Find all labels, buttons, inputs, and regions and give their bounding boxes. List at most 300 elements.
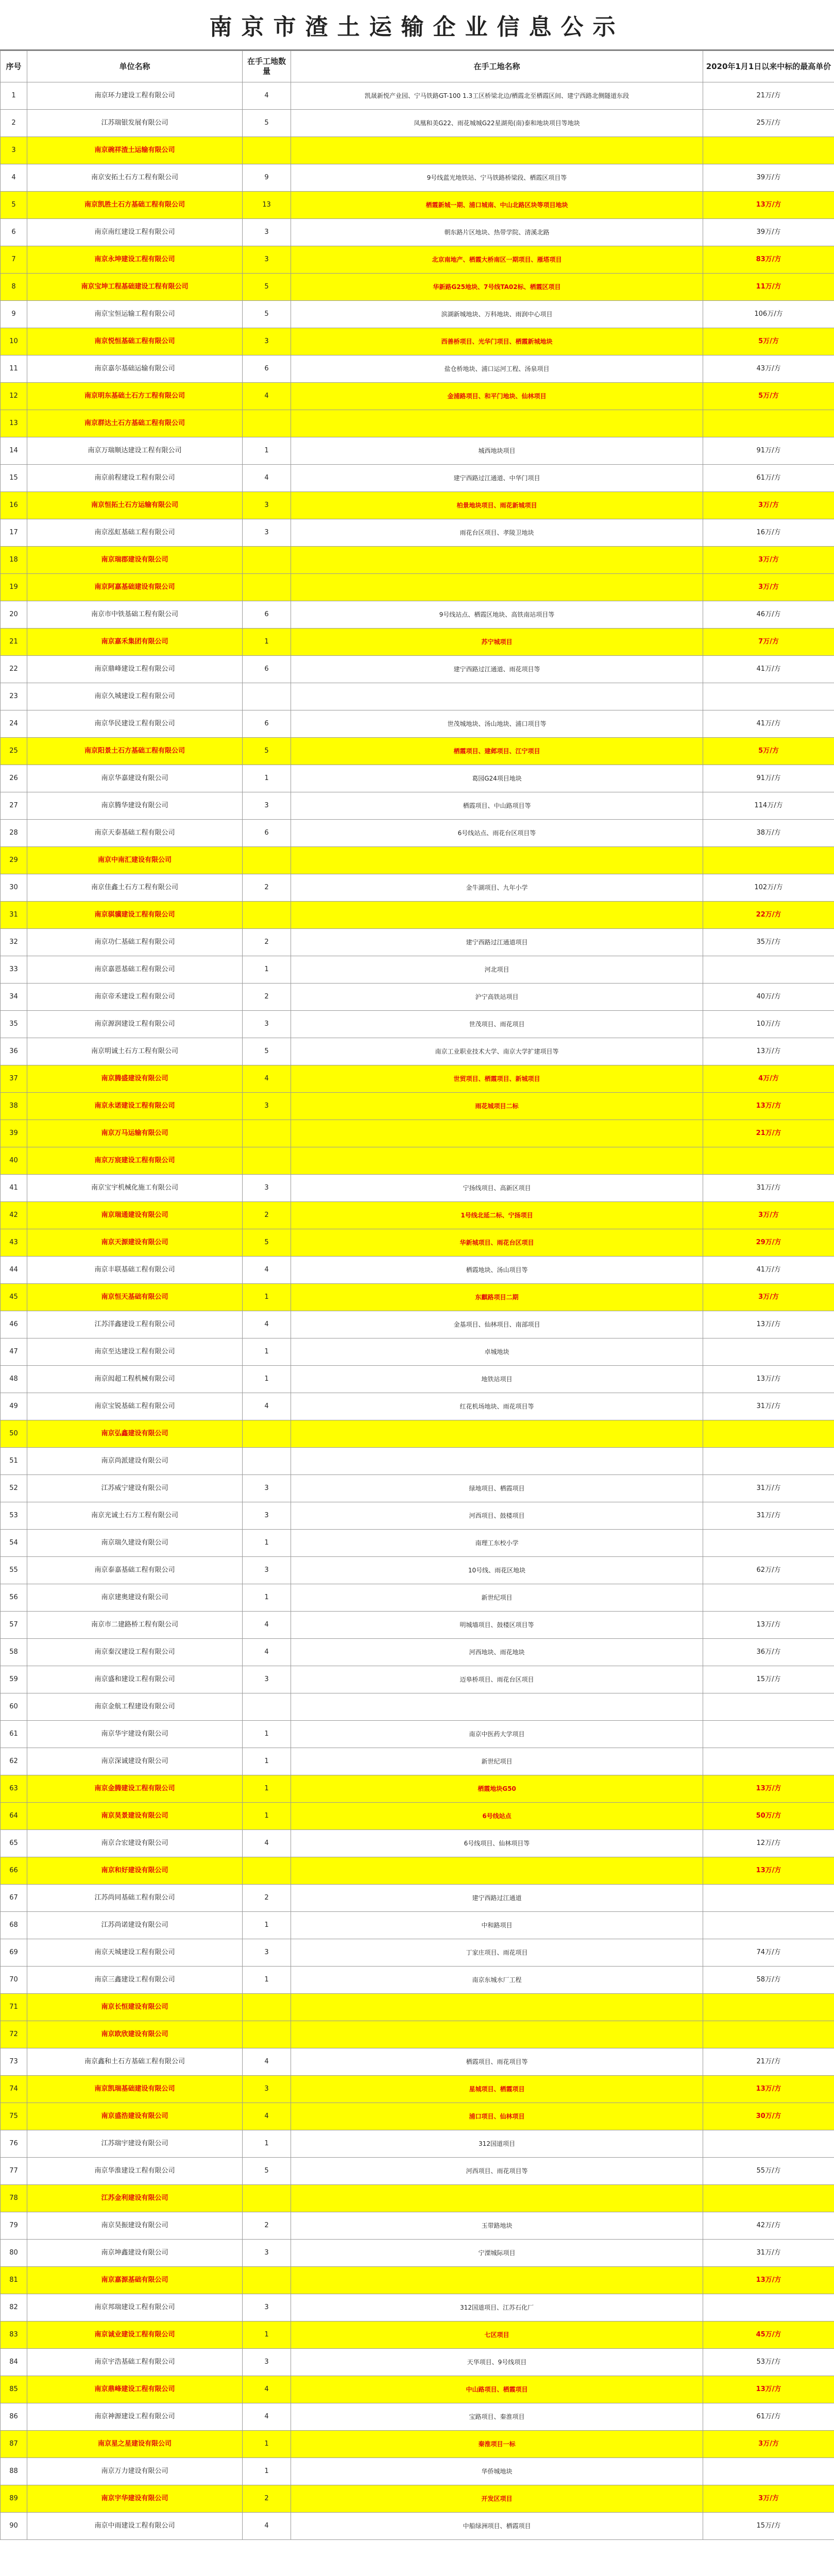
cell-top-price (703, 2021, 834, 2048)
header-site-count: 在手工地数量 (243, 51, 291, 82)
cell-company: 南京宇华建设有限公司 (27, 2485, 243, 2513)
cell-site-names: 金牛湖项目、九年小学 (291, 874, 703, 902)
table-row (1, 1857, 834, 1885)
cell-site-count: 1 (243, 1530, 291, 1557)
cell-site-names: 南京中医药大学项目 (291, 1721, 703, 1748)
cell-index: 52 (1, 1475, 27, 1502)
cell-company: 南京合宏建设有限公司 (27, 1830, 243, 1857)
cell-top-price: 10万/方 (703, 1011, 834, 1038)
cell-top-price: 13万/方 (703, 1366, 834, 1393)
cell-top-price (703, 1420, 834, 1448)
cell-index: 34 (1, 984, 27, 1011)
table-row (1, 355, 834, 383)
page-title: 南京市渣土运输企业信息公示 (209, 14, 625, 40)
cell-company: 南京三鑫建设工程有限公司 (27, 1967, 243, 1994)
cell-site-names: 红花机场地块、雨花项目等 (291, 1393, 703, 1420)
cell-site-count: 2 (243, 1202, 291, 1229)
cell-company: 南京秦汉建设工程有限公司 (27, 1639, 243, 1666)
cell-company: 南京明东基础土石方工程有限公司 (27, 383, 243, 410)
cell-site-count: 3 (243, 246, 291, 274)
cell-company: 南京骐骥建设工程有限公司 (27, 902, 243, 929)
cell-index: 79 (1, 2212, 27, 2240)
cell-site-names: 新世纪项目 (291, 1584, 703, 1612)
cell-site-names: 开发区项目 (291, 2485, 703, 2513)
cell-index: 83 (1, 2321, 27, 2349)
table-row (1, 902, 834, 929)
table-row (1, 956, 834, 984)
cell-top-price (703, 1721, 834, 1748)
table-row (1, 1693, 834, 1721)
cell-site-names: 6号线站点、雨花台区项目等 (291, 820, 703, 847)
cell-site-count: 3 (243, 1093, 291, 1120)
cell-top-price: 50万/方 (703, 1803, 834, 1830)
cell-index: 57 (1, 1612, 27, 1639)
cell-company: 南京鼎峰建设工程有限公司 (27, 656, 243, 683)
cell-site-names: 6号线项目、仙林项目等 (291, 1830, 703, 1857)
cell-top-price: 15万/方 (703, 2513, 834, 2540)
cell-index: 47 (1, 1338, 27, 1366)
cell-index: 8 (1, 274, 27, 301)
table-row (1, 1939, 834, 1967)
cell-site-names (291, 547, 703, 574)
cell-index: 5 (1, 192, 27, 219)
table-row (1, 2076, 834, 2103)
cell-top-price: 3万/方 (703, 1202, 834, 1229)
table-row (1, 1557, 834, 1584)
cell-index: 55 (1, 1557, 27, 1584)
cell-site-names: 河西地块、雨花地块 (291, 1639, 703, 1666)
cell-top-price: 43万/方 (703, 355, 834, 383)
table-row (1, 2240, 834, 2267)
cell-company: 南京华民建设工程有限公司 (27, 710, 243, 738)
cell-site-count: 1 (243, 2321, 291, 2349)
cell-company: 南京阿嘉基础建设有限公司 (27, 574, 243, 601)
cell-top-price: 106万/方 (703, 301, 834, 328)
cell-top-price: 5万/方 (703, 328, 834, 355)
table-row (1, 792, 834, 820)
cell-site-count: 1 (243, 2431, 291, 2458)
cell-site-names: 宁溧城际项目 (291, 2240, 703, 2267)
table-row (1, 1721, 834, 1748)
table-row (1, 1175, 834, 1202)
cell-site-count: 1 (243, 1366, 291, 1393)
cell-company: 南京中南汇建设有限公司 (27, 847, 243, 874)
cell-company: 南京宝坤工程基础建设工程有限公司 (27, 274, 243, 301)
cell-index: 54 (1, 1530, 27, 1557)
cell-site-names: 明城墙项目、鼓楼区项目等 (291, 1612, 703, 1639)
cell-site-count: 2 (243, 874, 291, 902)
company-table (0, 50, 834, 2540)
cell-top-price: 25万/方 (703, 110, 834, 137)
cell-site-count (243, 410, 291, 437)
cell-top-price (703, 1338, 834, 1366)
table-row (1, 1284, 834, 1311)
cell-top-price: 39万/方 (703, 219, 834, 246)
table-row (1, 164, 834, 192)
cell-top-price: 13万/方 (703, 1857, 834, 1885)
cell-top-price: 31万/方 (703, 1393, 834, 1420)
cell-site-count (243, 547, 291, 574)
title-bar (0, 0, 834, 50)
cell-site-count: 5 (243, 2158, 291, 2185)
cell-index: 56 (1, 1584, 27, 1612)
cell-index: 3 (1, 137, 27, 164)
cell-company: 南京鼎峰建设工程有限公司 (27, 2376, 243, 2403)
cell-top-price: 61万/方 (703, 465, 834, 492)
cell-site-names: 葛园G24项目地块 (291, 765, 703, 792)
cell-site-names: 河西项目、鼓楼项目 (291, 1502, 703, 1530)
cell-site-names: 河西项目、雨花项目等 (291, 2158, 703, 2185)
cell-top-price: 13万/方 (703, 1775, 834, 1803)
cell-site-count: 6 (243, 710, 291, 738)
table-row (1, 1803, 834, 1830)
cell-company: 南京宝宇机械化施工有限公司 (27, 1175, 243, 1202)
cell-index: 4 (1, 164, 27, 192)
cell-company: 南京华宇建设有限公司 (27, 1721, 243, 1748)
cell-top-price: 74万/方 (703, 1939, 834, 1967)
table-row (1, 274, 834, 301)
cell-company: 南京明诚土石方工程有限公司 (27, 1038, 243, 1065)
table-row (1, 547, 834, 574)
cell-company: 南京鑫和土石方基础工程有限公司 (27, 2048, 243, 2076)
cell-top-price: 61万/方 (703, 2403, 834, 2431)
table-row (1, 1475, 834, 1502)
cell-index: 32 (1, 929, 27, 956)
cell-site-count: 9 (243, 164, 291, 192)
table-row (1, 110, 834, 137)
cell-top-price: 58万/方 (703, 1967, 834, 1994)
cell-company: 南京凯胜土石方基础工程有限公司 (27, 192, 243, 219)
cell-site-count: 5 (243, 274, 291, 301)
cell-top-price (703, 1530, 834, 1557)
cell-top-price (703, 2130, 834, 2158)
table-row (1, 2485, 834, 2513)
table-row (1, 847, 834, 874)
cell-site-names (291, 2185, 703, 2212)
cell-company: 江苏瑞宇建设有限公司 (27, 2130, 243, 2158)
cell-company: 南京欧欣建设有限公司 (27, 2021, 243, 2048)
cell-company: 南京源润建设工程有限公司 (27, 1011, 243, 1038)
table-row (1, 1093, 834, 1120)
cell-site-names: 天华项目、9号线项目 (291, 2349, 703, 2376)
cell-site-names: 世贸项目、栖霞项目、新城项目 (291, 1065, 703, 1093)
table-row (1, 2267, 834, 2294)
table-row (1, 2321, 834, 2349)
cell-site-names: 雨花台区项目、孝陵卫地块 (291, 519, 703, 547)
cell-site-names: 9号线蓝光地铁站、宁马铁路桥梁段、栖霞区项目等 (291, 164, 703, 192)
cell-site-names: 滨湖新城地块、万科地块、雨润中心项目 (291, 301, 703, 328)
cell-top-price: 13万/方 (703, 1038, 834, 1065)
cell-site-names: 栖霞地块G50 (291, 1775, 703, 1803)
cell-company: 南京星之星建设有限公司 (27, 2431, 243, 2458)
cell-index: 70 (1, 1967, 27, 1994)
table-row (1, 1311, 834, 1338)
cell-company: 南京前程建设工程有限公司 (27, 465, 243, 492)
table-row (1, 2458, 834, 2485)
cell-site-names: 卓城地块 (291, 1338, 703, 1366)
cell-site-count: 4 (243, 465, 291, 492)
cell-index: 22 (1, 656, 27, 683)
cell-site-names: 迈皋桥项目、雨花台区项目 (291, 1666, 703, 1693)
cell-top-price (703, 1994, 834, 2021)
cell-index: 26 (1, 765, 27, 792)
cell-index: 23 (1, 683, 27, 710)
cell-site-count: 1 (243, 1912, 291, 1939)
table-row (1, 1639, 834, 1666)
cell-company: 南京帝禾建设工程有限公司 (27, 984, 243, 1011)
cell-company: 南京尚派建设有限公司 (27, 1448, 243, 1475)
cell-site-count: 3 (243, 792, 291, 820)
cell-company: 南京金航工程建设有限公司 (27, 1693, 243, 1721)
cell-site-names: 苏宁城项目 (291, 629, 703, 656)
header-company: 单位名称 (27, 51, 243, 82)
cell-company: 南京安拓土石方工程有限公司 (27, 164, 243, 192)
cell-site-names (291, 683, 703, 710)
cell-index: 73 (1, 2048, 27, 2076)
cell-index: 66 (1, 1857, 27, 1885)
cell-company: 南京天泰基础工程有限公司 (27, 820, 243, 847)
table-row (1, 2048, 834, 2076)
cell-top-price: 45万/方 (703, 2321, 834, 2349)
table-row (1, 765, 834, 792)
cell-index: 27 (1, 792, 27, 820)
cell-company: 南京恒天基础有限公司 (27, 1284, 243, 1311)
cell-top-price: 35万/方 (703, 929, 834, 956)
cell-site-names: 建宁西路过江通道、雨花项目等 (291, 656, 703, 683)
cell-site-count: 4 (243, 1639, 291, 1666)
cell-top-price (703, 683, 834, 710)
cell-top-price: 12万/方 (703, 1830, 834, 1857)
cell-site-count: 1 (243, 1584, 291, 1612)
cell-index: 67 (1, 1885, 27, 1912)
cell-site-count (243, 1120, 291, 1147)
cell-site-names: 金基项目、仙林项目、南部项目 (291, 1311, 703, 1338)
cell-index: 84 (1, 2349, 27, 2376)
cell-index: 74 (1, 2076, 27, 2103)
table-row (1, 246, 834, 274)
cell-index: 19 (1, 574, 27, 601)
cell-top-price: 7万/方 (703, 629, 834, 656)
cell-top-price: 114万/方 (703, 792, 834, 820)
cell-index: 20 (1, 601, 27, 629)
cell-top-price: 91万/方 (703, 765, 834, 792)
cell-site-count (243, 1420, 291, 1448)
cell-site-count: 3 (243, 1475, 291, 1502)
table-row (1, 1448, 834, 1475)
cell-company: 江苏金利建设有限公司 (27, 2185, 243, 2212)
table-row (1, 301, 834, 328)
cell-index: 65 (1, 1830, 27, 1857)
cell-company: 南京盛浩建设有限公司 (27, 2103, 243, 2130)
cell-index: 63 (1, 1775, 27, 1803)
cell-site-count: 5 (243, 301, 291, 328)
cell-index: 82 (1, 2294, 27, 2321)
cell-site-count: 4 (243, 2376, 291, 2403)
cell-index: 29 (1, 847, 27, 874)
cell-top-price (703, 2294, 834, 2321)
table-row (1, 1885, 834, 1912)
cell-company: 南京建奥建设有限公司 (27, 1584, 243, 1612)
cell-site-count: 3 (243, 1502, 291, 1530)
cell-site-count (243, 2185, 291, 2212)
cell-site-names: 312国道项目 (291, 2130, 703, 2158)
cell-top-price (703, 1147, 834, 1175)
cell-site-count: 2 (243, 2212, 291, 2240)
cell-site-count (243, 1448, 291, 1475)
cell-site-count: 1 (243, 1338, 291, 1366)
cell-site-names: 栖霞项目、雨花项目等 (291, 2048, 703, 2076)
cell-index: 10 (1, 328, 27, 355)
cell-company: 南京嘉源基础有限公司 (27, 2267, 243, 2294)
cell-site-names: 华新城项目、雨花台区项目 (291, 1229, 703, 1257)
cell-site-count: 3 (243, 519, 291, 547)
cell-company: 南京瑞郡建设有限公司 (27, 547, 243, 574)
cell-top-price: 13万/方 (703, 1612, 834, 1639)
cell-site-count: 3 (243, 1939, 291, 1967)
cell-top-price: 31万/方 (703, 1175, 834, 1202)
cell-site-names (291, 137, 703, 164)
cell-index: 90 (1, 2513, 27, 2540)
table-row (1, 820, 834, 847)
cell-site-names: 新世纪项目 (291, 1748, 703, 1775)
cell-site-count (243, 2021, 291, 2048)
cell-company: 南京南红建设工程有限公司 (27, 219, 243, 246)
cell-site-count: 3 (243, 2076, 291, 2103)
cell-index: 39 (1, 1120, 27, 1147)
cell-index: 40 (1, 1147, 27, 1175)
cell-site-count (243, 574, 291, 601)
cell-site-count: 1 (243, 765, 291, 792)
table-row (1, 574, 834, 601)
cell-index: 58 (1, 1639, 27, 1666)
table-row (1, 2513, 834, 2540)
table-row (1, 1120, 834, 1147)
cell-top-price: 13万/方 (703, 1093, 834, 1120)
cell-site-count: 3 (243, 1557, 291, 1584)
cell-company: 南京悦恒基础工程有限公司 (27, 328, 243, 355)
cell-index: 25 (1, 738, 27, 765)
cell-company: 南京万瑞顺达建设工程有限公司 (27, 437, 243, 465)
cell-site-names: 地铁站项目 (291, 1366, 703, 1393)
cell-index: 37 (1, 1065, 27, 1093)
table-row (1, 410, 834, 437)
table-row (1, 1612, 834, 1639)
cell-site-count: 2 (243, 984, 291, 1011)
table-row (1, 465, 834, 492)
cell-index: 6 (1, 219, 27, 246)
cell-site-names: 南京东城水厂工程 (291, 1967, 703, 1994)
cell-site-count: 4 (243, 1311, 291, 1338)
cell-site-count: 5 (243, 1038, 291, 1065)
cell-company: 南京天城建设工程有限公司 (27, 1939, 243, 1967)
cell-top-price (703, 1912, 834, 1939)
cell-index: 42 (1, 1202, 27, 1229)
cell-top-price: 13万/方 (703, 192, 834, 219)
cell-company: 南京市二建路桥工程有限公司 (27, 1612, 243, 1639)
cell-site-count: 6 (243, 820, 291, 847)
cell-company: 南京坤鑫建设有限公司 (27, 2240, 243, 2267)
table-row (1, 2294, 834, 2321)
cell-index: 31 (1, 902, 27, 929)
cell-site-count (243, 902, 291, 929)
cell-site-names (291, 1147, 703, 1175)
cell-top-price: 83万/方 (703, 246, 834, 274)
cell-site-count: 4 (243, 1393, 291, 1420)
cell-site-count: 4 (243, 2048, 291, 2076)
cell-top-price: 3万/方 (703, 1284, 834, 1311)
cell-site-count: 4 (243, 383, 291, 410)
table-row (1, 1830, 834, 1857)
table-row (1, 2349, 834, 2376)
table-row (1, 1147, 834, 1175)
cell-index: 1 (1, 82, 27, 110)
cell-top-price: 39万/方 (703, 164, 834, 192)
cell-site-count: 1 (243, 1721, 291, 1748)
table-row (1, 1912, 834, 1939)
cell-index: 69 (1, 1939, 27, 1967)
table-row (1, 192, 834, 219)
cell-company: 南京丰联基础工程有限公司 (27, 1257, 243, 1284)
table-row (1, 2431, 834, 2458)
cell-top-price: 40万/方 (703, 984, 834, 1011)
cell-company: 南京恒拓土石方运输有限公司 (27, 492, 243, 519)
cell-top-price: 36万/方 (703, 1639, 834, 1666)
cell-site-names: 中和路项目 (291, 1912, 703, 1939)
cell-company: 南京华淮建设工程有限公司 (27, 2158, 243, 2185)
cell-top-price: 13万/方 (703, 2076, 834, 2103)
cell-company: 南京瑞通建设有限公司 (27, 1202, 243, 1229)
cell-site-names: 栖霞地块、汤山项目等 (291, 1257, 703, 1284)
cell-index: 28 (1, 820, 27, 847)
cell-company: 南京泓虹基础工程有限公司 (27, 519, 243, 547)
cell-site-count: 1 (243, 1748, 291, 1775)
cell-top-price: 31万/方 (703, 1475, 834, 1502)
table-row (1, 1994, 834, 2021)
cell-site-names: 312国道项目、江苏石化厂 (291, 2294, 703, 2321)
cell-site-names: 9号线站点、栖霞区地块、高铁南站项目等 (291, 601, 703, 629)
table-row (1, 2103, 834, 2130)
cell-site-names: 西善桥项目、光华门项目、栖霞新城地块 (291, 328, 703, 355)
cell-site-names: 中山路项目、栖霞项目 (291, 2376, 703, 2403)
header-site-names: 在手工地名称 (291, 51, 703, 82)
cell-site-count: 6 (243, 355, 291, 383)
cell-site-count: 1 (243, 1803, 291, 1830)
cell-top-price: 53万/方 (703, 2349, 834, 2376)
cell-site-names: 北京南地产、栖霞大桥南区一期项目、雁塔项目 (291, 246, 703, 274)
cell-top-price: 3万/方 (703, 2431, 834, 2458)
cell-index: 14 (1, 437, 27, 465)
cell-company: 南京至达建设工程有限公司 (27, 1338, 243, 1366)
cell-company: 南京腾盛建设有限公司 (27, 1065, 243, 1093)
cell-index: 78 (1, 2185, 27, 2212)
cell-site-names: 金浦路项目、和平门地块、仙林项目 (291, 383, 703, 410)
cell-company: 南京嘉恩基础工程有限公司 (27, 956, 243, 984)
table-row (1, 1530, 834, 1557)
table-row (1, 1393, 834, 1420)
cell-index: 77 (1, 2158, 27, 2185)
cell-index: 9 (1, 301, 27, 328)
cell-top-price: 3万/方 (703, 574, 834, 601)
cell-site-count (243, 683, 291, 710)
cell-site-names: 凯晟新悦产业园、宁马铁路GT-100 1.3工区桥梁北边/栖霞北至栖霞区间、建宁西路北侧隧道东段 (291, 82, 703, 110)
cell-company: 南京神源建设工程有限公司 (27, 2403, 243, 2431)
table-row (1, 984, 834, 1011)
cell-site-count: 4 (243, 2403, 291, 2431)
cell-index: 15 (1, 465, 27, 492)
cell-company: 南京诚业建设工程有限公司 (27, 2321, 243, 2349)
cell-index: 80 (1, 2240, 27, 2267)
cell-company: 南京光诚土石方工程有限公司 (27, 1502, 243, 1530)
